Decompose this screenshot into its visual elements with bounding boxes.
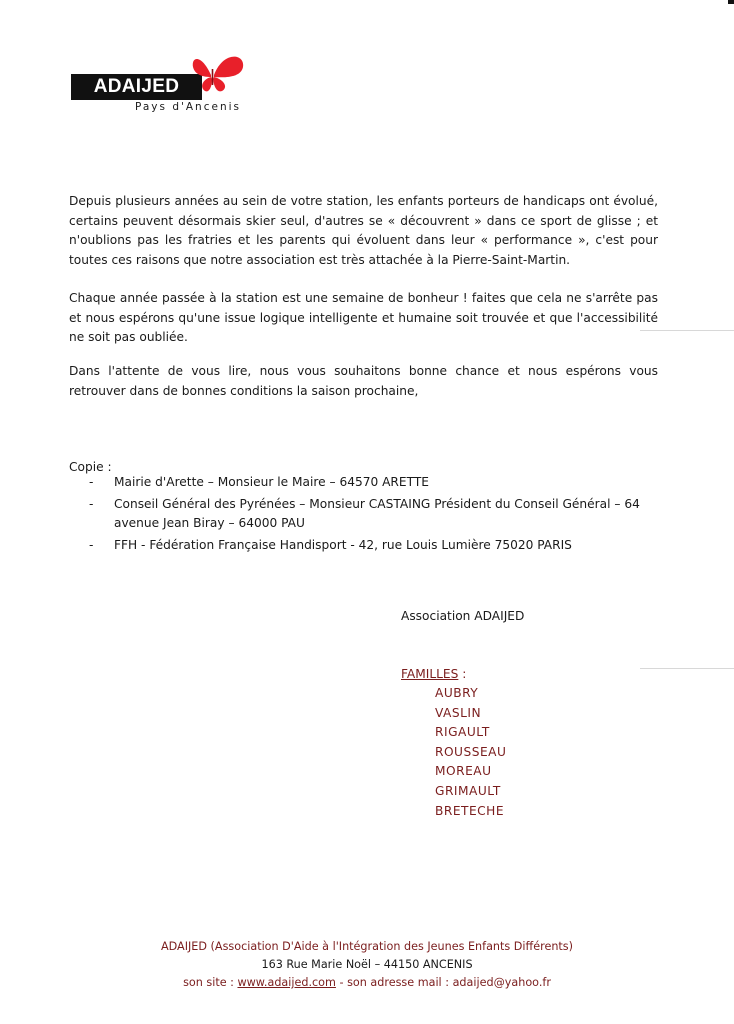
letter-paragraph: Chaque année passée à la station est une semaine de bonheur ! faites que cela ne s'arrête pas et nous espérons qu'une issue logique intelligente et humaine soit trouvée et que l'accessibilité ne soit pas oubliée. [69,291,658,345]
logo-subtitle: Pays d'Ancenis [135,101,241,113]
copy-item [69,473,669,493]
footer-mail[interactable]: adaijed@yahoo.fr [452,976,551,989]
footer-site-label: son site : [183,976,238,989]
footer-mail-label: - son adresse mail : [335,976,453,989]
famille-name: VASLIN [435,705,482,720]
famille-name: MOREAU [435,764,492,779]
copy-item-text: Conseil Général des Pyrénées – Monsieur CASTAING Président du Conseil Général – 64 avenue Jean Biray – 64000 PAU [114,496,640,531]
butterfly-icon [189,47,247,95]
bullet-dash: - [89,496,94,511]
copy-list [69,473,669,557]
familles-list [435,684,506,821]
bullet-dash: - [89,475,94,489]
familles-heading [401,665,466,684]
famille-name: AUBRY [435,686,479,700]
copy-item [69,536,669,556]
letter-paragraph: Dans l'attente de vous lire, nous vous souhaitons bonne chance et nous espérons vous retrouver dans de bonnes conditions la saison prochaine, [69,364,658,398]
letter-paragraph: Depuis plusieurs années au sein de votre station, les enfants porteurs de handicaps ont évolué, certains peuvent désormais skier seul, d'autres se « découvrent » dans ce sport de glisse ; et n'oublions pas les fratries et les parents qui évoluent dans leur « performance », c'est pour toutes ces raisons que notre association est très attachée à la Pierre-Saint-Martin. [69,194,658,267]
bullet-dash: - [89,537,94,552]
famille-name: BRETECHE [435,803,505,818]
famille-name: ROUSSEAU [435,744,507,759]
footer-org-line [0,938,734,956]
copy-label: Copie : [69,460,112,474]
footer-org-name: ADAIJED [160,940,207,953]
logo-wordmark: ADAIJED [71,74,202,100]
familles-title-colon: : [458,667,467,681]
signature: Association ADAIJED [401,609,525,623]
famille-name: RIGAULT [435,725,490,740]
copy-item-text: Mairie d'Arette – Monsieur le Maire – 64570 ARETTE [114,475,429,489]
famille-name: GRIMAULT [435,783,501,798]
copy-item [69,495,669,534]
footer-site-link[interactable]: www.adaijed.com [237,976,336,989]
footer-address: 163 Rue Marie Noël – 44150 ANCENIS [261,958,473,971]
copy-item-text: FFH - Fédération Française Handisport - 42, rue Louis Lumière 75020 PARIS [114,537,572,552]
footer-org-full: (Association D'Aide à l'Intégration des Jeunes Enfants Différents) [207,940,574,953]
scan-artifact-line [640,668,734,669]
adaijed-logo [71,47,261,117]
familles-title: FAMILLES [401,667,459,681]
scan-corner-mark [728,0,734,4]
footer-contact-line [0,974,734,992]
